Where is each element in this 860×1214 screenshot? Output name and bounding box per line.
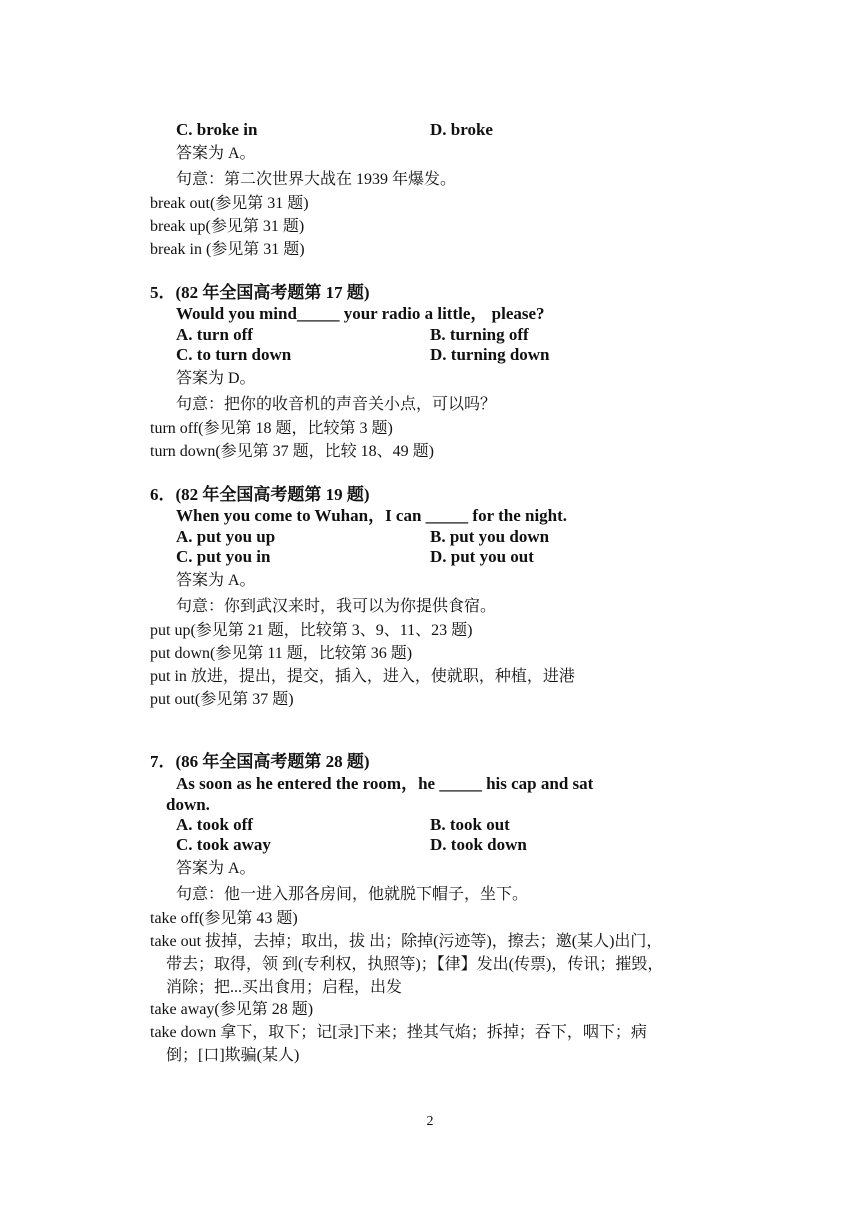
q4-meaning: 句意：第二次世界大战在 1939 年爆发。	[176, 171, 457, 188]
q6-note-4: put out(参见第 37 题)	[150, 691, 294, 708]
q6-note-1: put up(参见第 21 题，比较第 3、9、11、23 题)	[150, 622, 473, 639]
q7-option-c: C. took away	[176, 835, 271, 854]
q5-question: Would you mind_____ your radio a little， please?	[176, 304, 545, 323]
q6-option-c: C. put you in	[176, 547, 271, 566]
q6-option-a: A. put you up	[176, 527, 276, 546]
q6-header: 6．(82 年全国高考题第 19 题)	[150, 485, 370, 504]
q7-option-b: B. took out	[430, 815, 510, 834]
q6-note-2: put down(参见第 11 题，比较第 36 题)	[150, 645, 413, 662]
q7-note-4: 消除；把...买出食用；启程，出发	[166, 979, 403, 996]
q5-header: 5．(82 年全国高考题第 17 题)	[150, 283, 370, 302]
q6-question: When you come to Wuhan，I can _____ for the night.	[176, 506, 568, 525]
q6-note-3: put in 放进，提出，提交，插入，进入，使就职，种植，进港	[150, 668, 575, 685]
q7-note-6: take down 拿下，取下；记[录]下来；挫其气焰；拆掉；吞下，咽下；病	[150, 1024, 647, 1041]
q7-note-7: 倒；[口]欺骗(某人)	[166, 1047, 300, 1064]
q7-question-line1: As soon as he entered the room，he _____ his cap and sat	[176, 774, 594, 793]
q7-note-2: take out 拔掉，去掉；取出，拔 出；除掉(污迹等)，擦去；邀(某人)出门，	[150, 933, 663, 950]
q6-meaning: 句意：你到武汉来时，我可以为你提供食宿。	[176, 598, 497, 615]
q7-note-5: take away(参见第 28 题)	[150, 1001, 314, 1018]
q4-option-d: D. broke	[430, 120, 493, 139]
q7-answer: 答案为 A。	[176, 860, 256, 877]
q5-note-2: turn down(参见第 37 题，比较 18、49 题)	[150, 443, 434, 460]
q7-note-3: 带去；取得，领 到(专利权，执照等)；【律】发出(传票)，传讯；摧毁，	[166, 956, 664, 973]
q6-answer: 答案为 A。	[176, 572, 256, 589]
q7-meaning: 句意：他一进入那各房间，他就脱下帽子，坐下。	[176, 886, 529, 903]
q7-question-line2: down.	[166, 795, 210, 814]
q7-option-d: D. took down	[430, 835, 527, 854]
q7-header: 7．(86 年全国高考题第 28 题)	[150, 752, 370, 771]
q5-option-d: D. turning down	[430, 345, 550, 364]
page-number: 2	[426, 1114, 434, 1129]
q5-note-1: turn off(参见第 18 题，比较第 3 题)	[150, 420, 393, 437]
q4-option-c: C. broke in	[176, 120, 258, 139]
q6-option-d: D. put you out	[430, 547, 534, 566]
q7-option-a: A. took off	[176, 815, 253, 834]
q6-option-b: B. put you down	[430, 527, 550, 546]
q5-option-c: C. to turn down	[176, 345, 292, 364]
q4-note-1: break out(参见第 31 题)	[150, 195, 309, 212]
q4-note-3: break in (参见第 31 题)	[150, 241, 305, 258]
q4-note-2: break up(参见第 31 题)	[150, 218, 305, 235]
q7-note-1: take off(参见第 43 题)	[150, 910, 298, 927]
q4-answer: 答案为 A。	[176, 145, 256, 162]
q5-meaning: 句意：把你的收音机的声音关小点，可以吗？	[176, 396, 497, 413]
q5-answer: 答案为 D。	[176, 370, 256, 387]
q5-option-a: A. turn off	[176, 325, 253, 344]
q5-option-b: B. turning off	[430, 325, 529, 344]
